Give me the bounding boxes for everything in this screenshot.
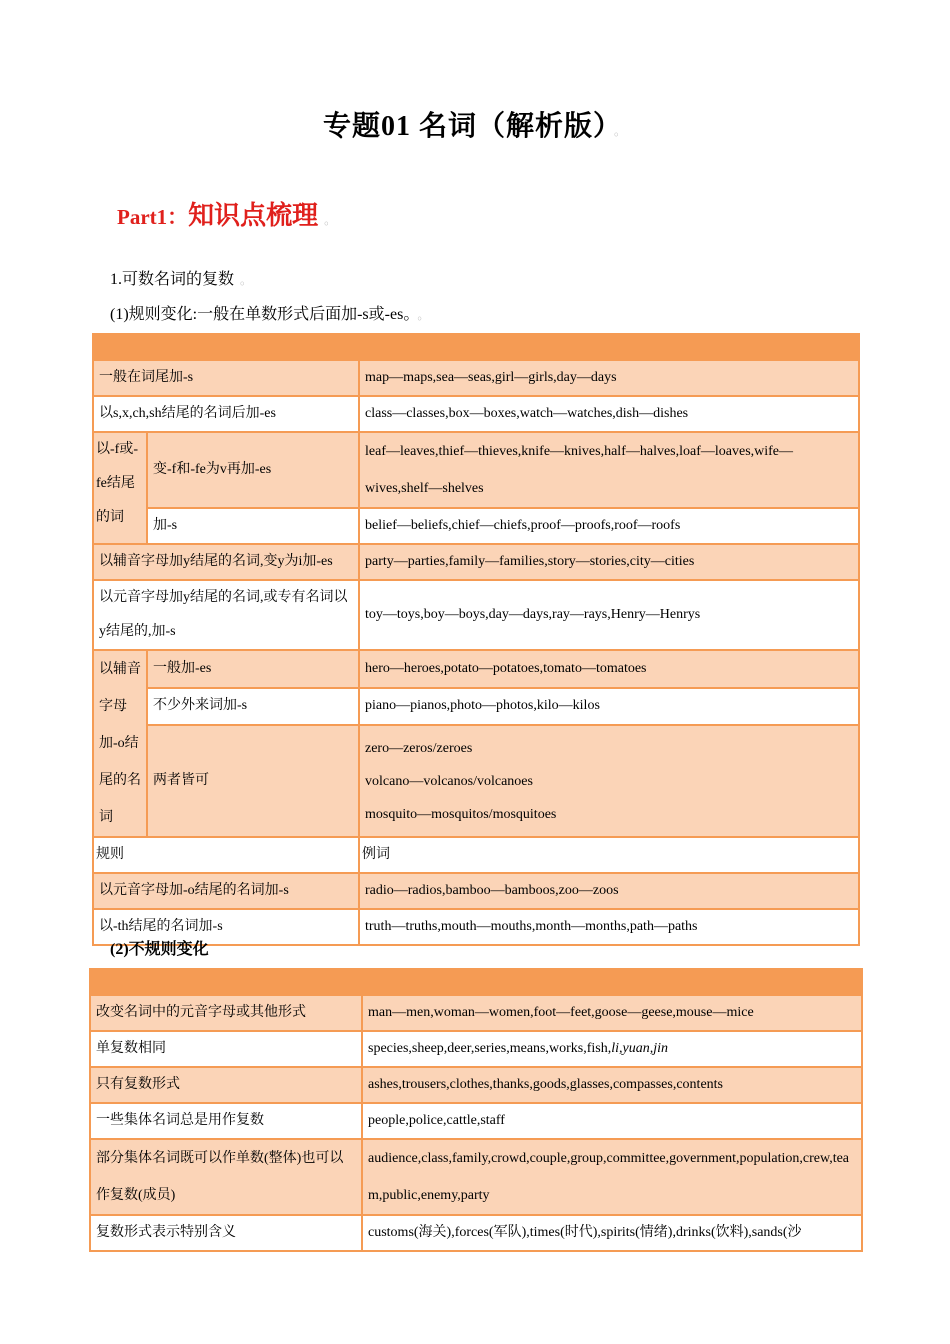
section-regular-text: (1)规则变化:一般在单数形式后面加-s或-es。 xyxy=(110,306,412,323)
table-row xyxy=(93,580,859,650)
table-row xyxy=(93,396,859,432)
table-row xyxy=(93,688,859,726)
example-line: zero—zeros/zeroes xyxy=(365,740,473,756)
title-text: 专题01 名词（解析版） xyxy=(322,111,608,142)
table-row xyxy=(90,1103,862,1139)
column-header-rule: 规则 xyxy=(93,837,359,873)
rule-cell: 一些集体名词总是用作复数 xyxy=(90,1103,362,1139)
example-cell: ashes,trousers,clothes,thanks,goods,glasses,compasses,contents xyxy=(362,1067,862,1103)
table-row xyxy=(90,1031,862,1067)
section-countable xyxy=(110,266,252,289)
table-row xyxy=(93,837,859,873)
part-title: 知识点梳理 xyxy=(188,201,319,230)
table-row xyxy=(90,1215,862,1251)
example-line: volcano—volcanos/volcanoes xyxy=(365,773,533,789)
example-cell: radio—radios,bamboo—bamboos,zoo—zoos xyxy=(359,873,859,909)
example-cell: people,police,cattle,staff xyxy=(362,1103,862,1139)
title-mark: 。 xyxy=(614,124,628,138)
example-italic: li,yuan,jin xyxy=(611,1041,668,1056)
page-title xyxy=(0,104,950,144)
rule-cell: 复数形式表示特别含义 xyxy=(90,1215,362,1251)
rule-cell: 一般加-es xyxy=(147,650,359,688)
table-row xyxy=(93,508,859,544)
table-row xyxy=(93,725,859,837)
table-header-band xyxy=(90,969,862,995)
column-header-example: 例词 xyxy=(359,837,859,873)
rule-cell: 加-s xyxy=(147,508,359,544)
table-row xyxy=(93,544,859,580)
example-cell: audience,class,family,crowd,couple,group,committee,government,population,crew,team,public,enemy,party xyxy=(362,1139,862,1215)
example-cell: map—maps,sea—seas,girl—girls,day—days xyxy=(359,360,859,396)
example-cell: truth—truths,mouth—mouths,month—months,path—paths xyxy=(359,909,859,945)
table-row xyxy=(90,1067,862,1103)
regular-plural-table xyxy=(92,333,860,946)
part-mark: 。 xyxy=(324,213,337,227)
example-cell: customs(海关),forces(军队),times(时代),spirits(情绪),drinks(饮料),sands(沙 xyxy=(362,1215,862,1251)
example-cell: piano—pianos,photo—photos,kilo—kilos xyxy=(359,688,859,726)
example-cell: hero—heroes,potato—potatoes,tomato—tomatoes xyxy=(359,650,859,688)
rule-cell: 两者皆可 xyxy=(147,725,359,837)
rule-cell: 单复数相同 xyxy=(90,1031,362,1067)
example-cell xyxy=(362,1031,862,1067)
example-cell: toy—toys,boy—boys,day—days,ray—rays,Henry—Henrys xyxy=(359,580,859,650)
table-row xyxy=(93,650,859,688)
group-cell-f: 以-f或-fe结尾的词 xyxy=(93,432,147,544)
rule-cell: 以s,x,ch,sh结尾的名词后加-es xyxy=(93,396,359,432)
rule-cell: 以元音字母加-o结尾的名词加-s xyxy=(93,873,359,909)
rule-cell: 只有复数形式 xyxy=(90,1067,362,1103)
rule-cell: 以-th结尾的名词加-s xyxy=(93,909,359,945)
example-cell: man—men,woman—women,foot—feet,goose—geese,mouse—mice xyxy=(362,995,862,1031)
table-row xyxy=(93,873,859,909)
rule-cell: 不少外来词加-s xyxy=(147,688,359,726)
section-irregular: (2)不规则变化 xyxy=(110,941,209,958)
section-regular xyxy=(110,301,429,324)
table-row xyxy=(90,995,862,1031)
table-row xyxy=(93,360,859,396)
example-cell xyxy=(359,725,859,837)
part-heading xyxy=(117,195,336,232)
example-text: species,sheep,deer,series,means,works,fish, xyxy=(368,1041,612,1056)
example-line: mosquito—mosquitos/mosquitoes xyxy=(365,806,557,822)
rule-cell: 以元音字母加y结尾的名词,或专有名词以y结尾的,加-s xyxy=(93,580,359,650)
group-cell-o: 以辅音字母加-o结尾的名词 xyxy=(93,650,147,837)
section-regular-mark: 。 xyxy=(417,308,430,322)
table-header-band xyxy=(93,334,859,360)
rule-cell: 变-f和-fe为v再加-es xyxy=(147,432,359,508)
rule-cell: 一般在词尾加-s xyxy=(93,360,359,396)
example-cell: party—parties,family—families,story—stories,city—cities xyxy=(359,544,859,580)
irregular-plural-table xyxy=(89,968,863,1252)
part-label: Part1： xyxy=(117,205,189,229)
section-countable-mark: 。 xyxy=(240,273,253,287)
rule-cell: 以辅音字母加y结尾的名词,变y为i加-es xyxy=(93,544,359,580)
table-row xyxy=(90,1139,862,1215)
rule-cell: 部分集体名词既可以作单数(整体)也可以作复数(成员) xyxy=(90,1139,362,1215)
section-countable-text: 1.可数名词的复数 xyxy=(110,271,235,288)
rule-cell: 改变名词中的元音字母或其他形式 xyxy=(90,995,362,1031)
example-cell: class—classes,box—boxes,watch—watches,dish—dishes xyxy=(359,396,859,432)
example-cell: leaf—leaves,thief—thieves,knife—knives,half—halves,loaf—loaves,wife—wives,shelf—shelves xyxy=(359,432,859,508)
table-row xyxy=(93,432,859,508)
example-cell: belief—beliefs,chief—chiefs,proof—proofs,roof—roofs xyxy=(359,508,859,544)
